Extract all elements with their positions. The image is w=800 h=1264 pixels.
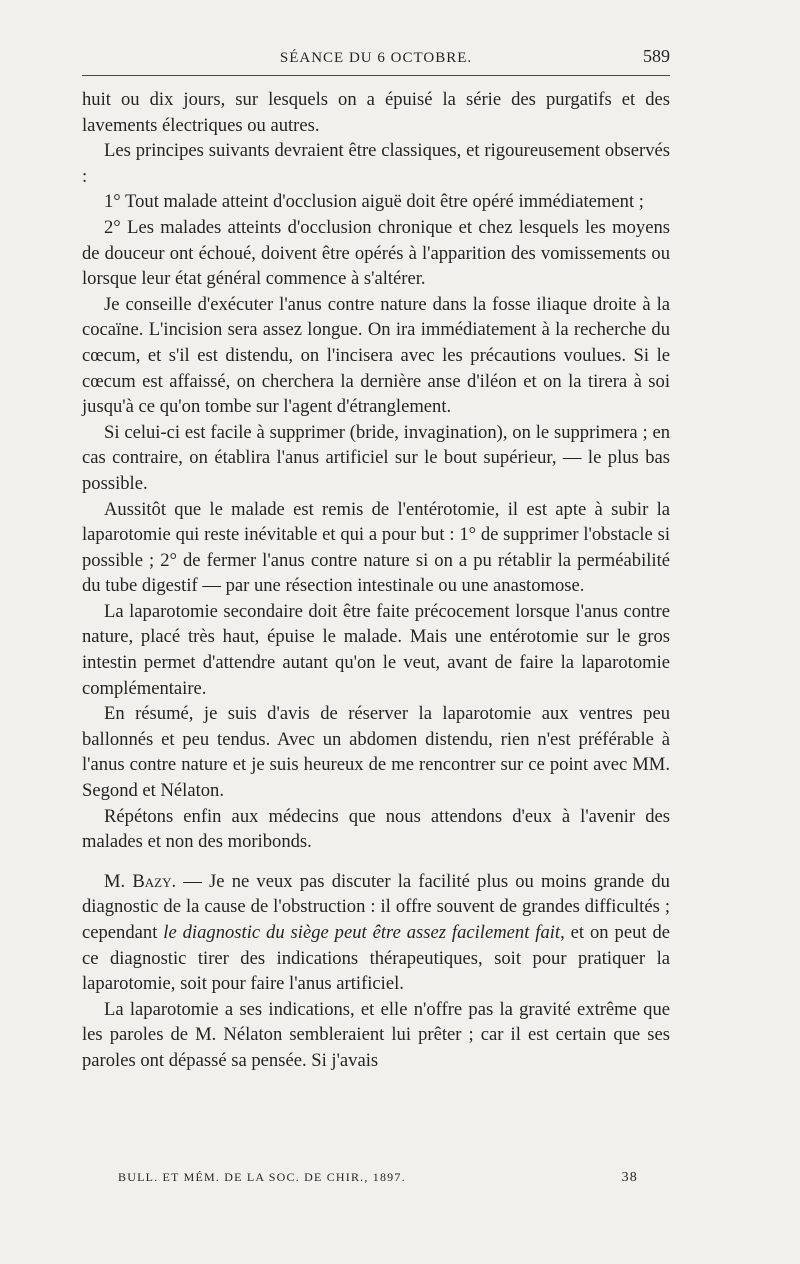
running-title: SÉANCE DU 6 OCTOBRE.	[279, 50, 473, 66]
publication-line: BULL. ET MÉM. DE LA SOC. DE CHIR., 1897.	[118, 1170, 406, 1184]
paragraph: Si celui-ci est facile à supprimer (bride, invagination), on le supprimera ; en cas contraire, on établira l'anus artificiel sur le bout supérieur, — le plus bas possible.	[82, 421, 670, 494]
paragraph: La laparotomie a ses indications, et elle n'offre pas la gravité extrême que les paroles de M. Nélaton sembleraient lui prêter ; car il est certain que ses paroles ont dépassé sa pensée. Si j'avais	[82, 998, 670, 1071]
paragraph: Aussitôt que le malade est remis de l'entérotomie, il est apte à subir la laparotomie qui reste inévitable et qui a pour but : 1° de supprimer l'obstacle si possible ; 2° de fermer l'anus contre nature si on a pu rétablir la perméabilité du tube digestif — par une résection intestinale ou une anastomose.	[82, 498, 670, 597]
paragraph: En résumé, je suis d'avis de réserver la laparotomie aux ventres peu ballonnés et peu tendus. Avec un abdomen distendu, rien n'est préférable à l'anus contre nature et je suis heureux de me rencontrer sur ce point avec MM. Segond et Nélaton.	[82, 703, 670, 802]
bazy-text-after: , et on peut de ce diagnostic tirer des indications thérapeutiques, soit pour pratiquer la laparotomie, soit pour faire l'anus artificiel.	[82, 922, 671, 995]
bazy-italic-text: le diagnostic du siège peut être assez facilement fait	[163, 922, 561, 943]
paragraph: huit ou dix jours, sur lesquels on a épuisé la série des purgatifs et des lavements électriques ou autres.	[82, 89, 670, 136]
page-number: 589	[643, 46, 670, 66]
footer	[118, 1170, 638, 1192]
paragraph: Je conseille d'exécuter l'anus contre nature dans la fosse iliaque droite à la cocaïne. L'incision sera assez longue. On ira immédiatement à la recherche du cœcum, et s'il est distendu, on l'incisera avec les précautions voulues. Si le cœcum est affaissé, on cherchera la dernière anse d'iléon et on la tirera à soi jusqu'à ce qu'on tombe sur l'agent d'étranglement.	[82, 293, 670, 418]
running-header	[82, 42, 670, 72]
paragraph: 1° Tout malade atteint d'occlusion aiguë doit être opéré immédiatement ;	[104, 191, 644, 213]
bazy-paragraph	[82, 869, 670, 997]
main-text	[82, 87, 670, 1074]
paragraph: Répétons enfin aux médecins que nous attendons d'eux à l'avenir des malades et non des moribonds.	[82, 805, 670, 853]
signature-mark: 38	[621, 1170, 638, 1185]
paragraph: La laparotomie secondaire doit être faite précocement lorsque l'anus contre nature, placé très haut, épuise le malade. Mais une entérotomie sur le gros intestin permet d'attendre autant qu'on le veut, avant de faire la laparotomie complémentaire.	[82, 600, 670, 699]
paragraph: Les principes suivants devraient être classiques, et rigoureusement observés :	[82, 140, 670, 187]
paragraph: 2° Les malades atteints d'occlusion chronique et chez lesquels les moyens de douceur ont échoué, doivent être opérés à l'apparition des vomissements ou lorsque leur état général commence à s'altérer.	[82, 216, 670, 290]
speaker-name: M. Bazy.	[104, 870, 177, 892]
bazy-text-before: — Je ne veux pas discuter la facilité plus ou moins grande du diagnostic de la cause de l'obstruction : il offre souvent de grandes difficultés ; cependant	[82, 870, 670, 943]
header-rule	[82, 75, 670, 76]
